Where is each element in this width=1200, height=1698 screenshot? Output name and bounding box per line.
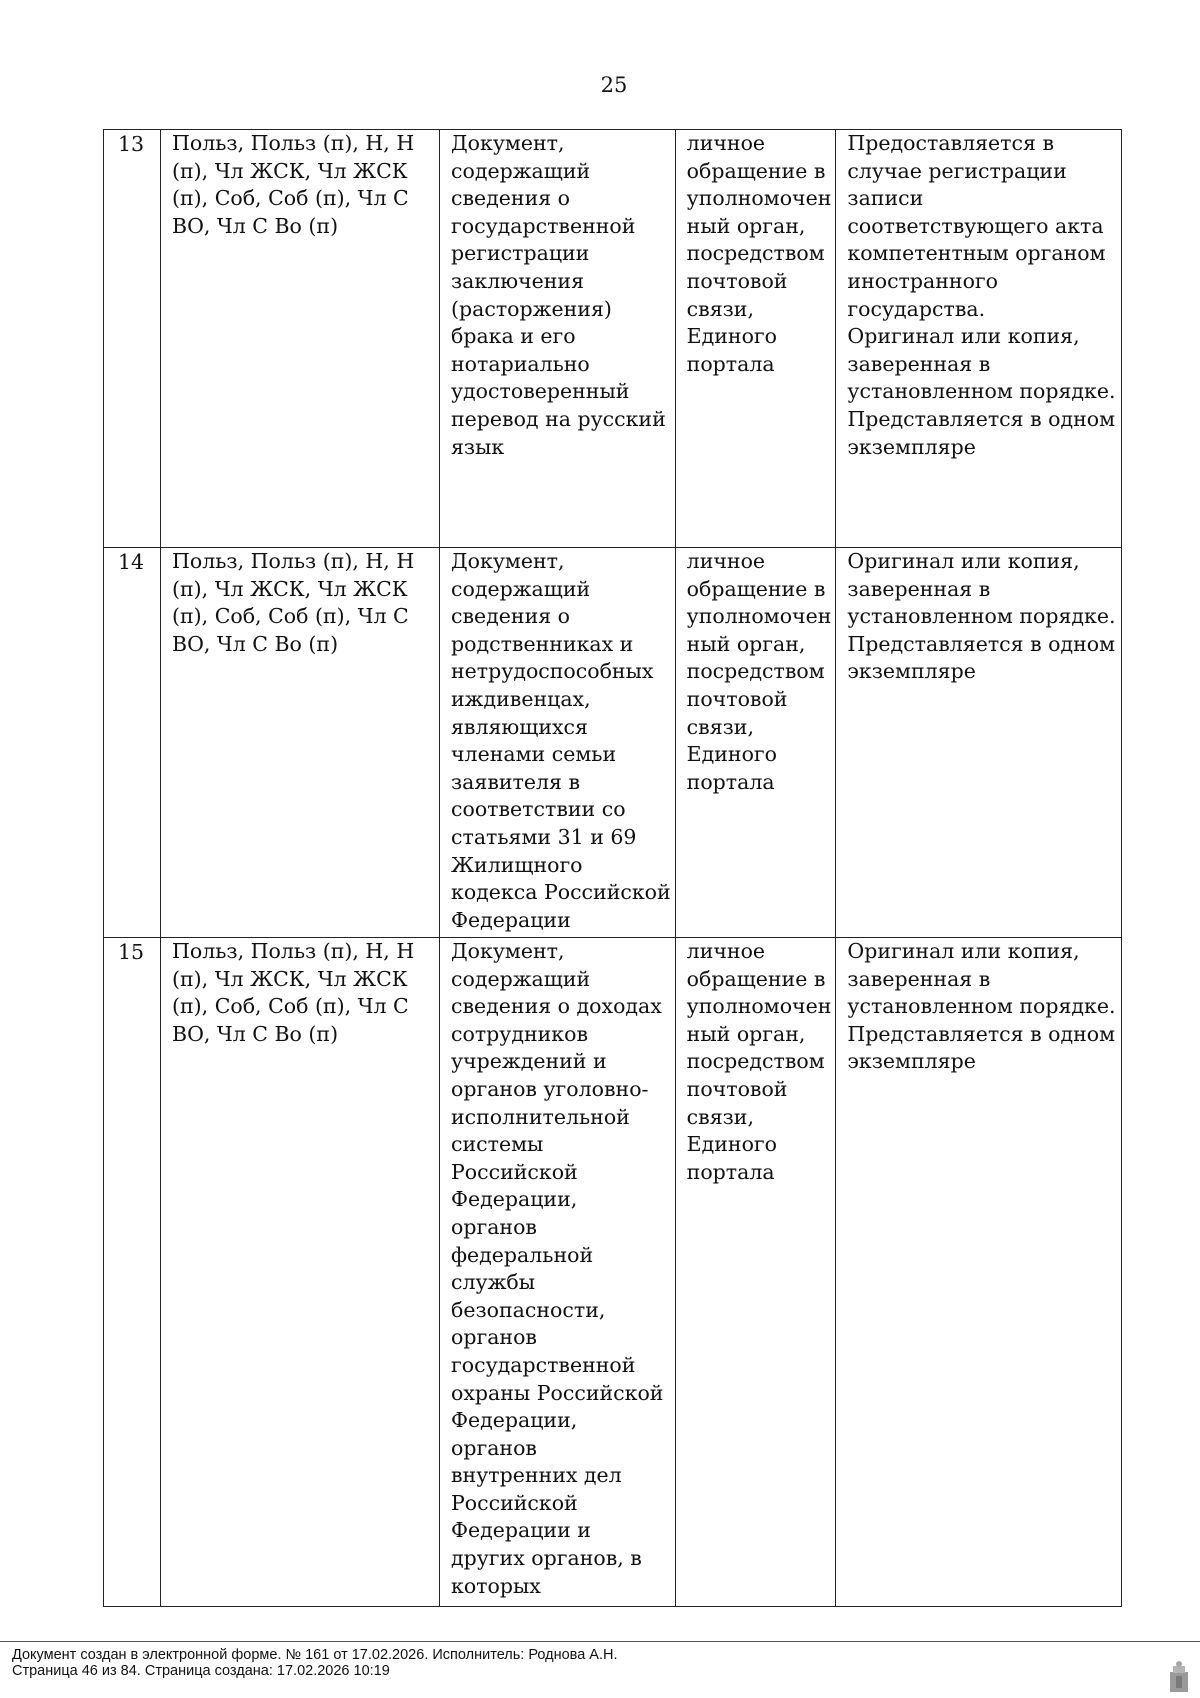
submission-method-line: обращение в — [686, 576, 826, 601]
document-description-line: удостоверенный — [451, 379, 630, 404]
document-description-line: кодекса Российской — [451, 880, 671, 905]
document-description-line: федеральной — [451, 1242, 594, 1267]
document-description-line: Федерации и — [451, 1518, 591, 1543]
table-row — [104, 548, 1122, 938]
document-description-line: сведения о — [451, 604, 571, 629]
document-description — [440, 938, 676, 1607]
document-description-line: нотариально — [451, 351, 590, 376]
document-description-line: содержащий — [451, 966, 591, 991]
document-description-line: исполнительной — [451, 1104, 630, 1129]
document-description-line: (расторжения) — [451, 296, 612, 321]
table-row — [104, 938, 1122, 1607]
submission-method-line: связи, — [686, 1104, 754, 1129]
document-description-line: содержащий — [451, 158, 591, 183]
document-description-line: органов — [451, 1325, 537, 1350]
document-description-line: которых — [451, 1573, 541, 1598]
submission-method-line: Единого — [686, 324, 778, 349]
table-row — [104, 130, 1122, 548]
document-description-line: государственной — [451, 1352, 636, 1377]
applicant-categories-line: Польз, Польз (п), Н, Н — [172, 549, 415, 573]
document-description-line: брака и его — [451, 324, 576, 349]
applicant-categories-line: Польз, Польз (п), Н, Н — [172, 939, 415, 963]
applicant-categories-line: ВО, Чл С Во (п) — [172, 631, 339, 656]
submission-method-line: портала — [686, 769, 775, 794]
document-description-line: Федерации — [451, 907, 571, 932]
document-description-line: сведения о — [451, 186, 571, 211]
submission-notes-line: экземпляре — [847, 434, 976, 459]
applicant-categories-line: (п), Чл ЖСК, Чл ЖСК — [172, 158, 408, 183]
submission-method-line: уполномочен — [686, 604, 832, 629]
submission-notes-line: государства. — [847, 296, 986, 321]
document-description-line: Российской — [451, 1490, 578, 1515]
applicant-categories-line: (п), Соб, Соб (п), Чл С — [172, 604, 409, 629]
submission-notes-line: Оригинал или копия, — [847, 549, 1080, 573]
document-description-line: Документ, — [451, 549, 565, 573]
submission-method-line: личное — [686, 549, 766, 573]
document-description-line: учреждений и — [451, 1049, 607, 1074]
document-description — [440, 548, 676, 938]
row-number: 14 — [104, 548, 161, 938]
document-description-line: безопасности, — [451, 1297, 606, 1322]
document-description-line: членами семьи — [451, 742, 617, 767]
submission-notes-line: установленном порядке. — [847, 604, 1116, 629]
applicant-categories-line: (п), Чл ЖСК, Чл ЖСК — [172, 576, 408, 601]
document-description-line: сотрудников — [451, 1021, 588, 1046]
submission-method-line: ный орган, — [686, 631, 806, 656]
submission-notes-line: Оригинал или копия, — [847, 939, 1080, 963]
submission-method-line: связи, — [686, 296, 754, 321]
document-description-line: заявителя в — [451, 769, 581, 794]
submission-method-line: почтовой — [686, 686, 788, 711]
document-description-line: перевод на русский — [451, 406, 666, 431]
submission-notes-line: экземпляре — [847, 1049, 976, 1074]
submission-notes-line: соответствующего акта — [847, 213, 1104, 238]
document-description-line: иждивенцах, — [451, 686, 591, 711]
submission-notes-line: компетентным органом — [847, 241, 1106, 266]
document-description-line: Документ, — [451, 939, 565, 963]
submission-notes-line: Предоставляется в — [847, 131, 1054, 155]
document-description-line: внутренних дел — [451, 1463, 622, 1488]
submission-method-line: обращение в — [686, 966, 826, 991]
submission-method-line: обращение в — [686, 158, 826, 183]
applicant-categories — [161, 938, 440, 1607]
document-description-line: регистрации — [451, 241, 590, 266]
row-number: 13 — [104, 130, 161, 548]
document-description-line: органов уголовно- — [451, 1076, 649, 1101]
submission-method-line: личное — [686, 939, 766, 963]
emblem-icon — [1168, 1660, 1190, 1694]
applicant-categories-line: ВО, Чл С Во (п) — [172, 213, 339, 238]
submission-notes-line: Представляется в одном — [847, 406, 1116, 431]
submission-method-line: портала — [686, 1159, 775, 1184]
document-description-line: Российской — [451, 1159, 578, 1184]
footer — [12, 1647, 618, 1679]
document-description-line: охраны Российской — [451, 1380, 664, 1405]
submission-notes-line: Представляется в одном — [847, 631, 1116, 656]
document-description-line: сведения о доходах — [451, 994, 662, 1019]
applicant-categories-line: ВО, Чл С Во (п) — [172, 1021, 339, 1046]
submission-notes-line: случае регистрации — [847, 158, 1067, 183]
submission-method-line: почтовой — [686, 1076, 788, 1101]
submission-notes-line: Оригинал или копия, — [847, 324, 1080, 349]
submission-notes — [836, 548, 1122, 938]
submission-notes-line: заверенная в — [847, 966, 991, 991]
submission-method-line: связи, — [686, 714, 754, 739]
applicant-categories — [161, 548, 440, 938]
page-number: 25 — [600, 73, 628, 97]
document-description-line: органов — [451, 1214, 537, 1239]
footer-line-1: Документ создан в электронной форме. № 161 от 17.02.2026. Исполнитель: Роднова А.Н. — [12, 1647, 618, 1663]
document-description-line: язык — [451, 434, 505, 459]
submission-method — [675, 938, 836, 1607]
document-description-line: системы — [451, 1132, 544, 1157]
submission-method-line: Единого — [686, 742, 778, 767]
document-description-line: содержащий — [451, 576, 591, 601]
document-description-line: являющихся — [451, 714, 588, 739]
row-number: 15 — [104, 938, 161, 1607]
submission-notes — [836, 130, 1122, 548]
document-description-line: государственной — [451, 213, 636, 238]
document-description-line: службы — [451, 1270, 536, 1295]
document-description — [440, 130, 676, 548]
submission-method-line: ный орган, — [686, 1021, 806, 1046]
submission-method-line: Единого — [686, 1132, 778, 1157]
document-description-line: нетрудоспособных — [451, 659, 654, 684]
submission-method — [675, 130, 836, 548]
applicant-categories-line: (п), Соб, Соб (п), Чл С — [172, 994, 409, 1019]
submission-notes-line: установленном порядке. — [847, 379, 1116, 404]
submission-method-line: личное — [686, 131, 766, 155]
submission-notes-line: записи — [847, 186, 924, 211]
submission-notes-line: заверенная в — [847, 576, 991, 601]
submission-notes-line: экземпляре — [847, 659, 976, 684]
submission-notes-line: Представляется в одном — [847, 1021, 1116, 1046]
submission-notes-line: заверенная в — [847, 351, 991, 376]
submission-notes — [836, 938, 1122, 1607]
applicant-categories-line: (п), Чл ЖСК, Чл ЖСК — [172, 966, 408, 991]
document-description-line: соответствии со — [451, 797, 626, 822]
applicant-categories-line: Польз, Польз (п), Н, Н — [172, 131, 415, 155]
submission-method-line: посредством — [686, 1049, 825, 1074]
submission-notes-line: иностранного — [847, 268, 998, 293]
document-description-line: других органов, в — [451, 1546, 642, 1571]
submission-method-line: уполномочен — [686, 994, 832, 1019]
document-description-line: Федерации, — [451, 1187, 578, 1212]
footer-divider — [0, 1641, 1200, 1642]
submission-method — [675, 548, 836, 938]
document-description-line: заключения — [451, 268, 585, 293]
submission-method-line: портала — [686, 351, 775, 376]
submission-notes-line: установленном порядке. — [847, 994, 1116, 1019]
applicant-categories-line: (п), Соб, Соб (п), Чл С — [172, 186, 409, 211]
document-description-line: Жилищного — [451, 852, 583, 877]
applicant-categories — [161, 130, 440, 548]
submission-method-line: уполномочен — [686, 186, 832, 211]
submission-method-line: ный орган, — [686, 213, 806, 238]
submission-method-line: посредством — [686, 659, 825, 684]
document-description-line: органов — [451, 1435, 537, 1460]
document-description-line: статьями 31 и 69 — [451, 824, 637, 849]
document-description-line: родственниках и — [451, 631, 634, 656]
document-description-line: Документ, — [451, 131, 565, 155]
document-description-line: Федерации, — [451, 1408, 578, 1433]
submission-method-line: почтовой — [686, 268, 788, 293]
footer-line-2: Страница 46 из 84. Страница создана: 17.02.2026 10:19 — [12, 1663, 390, 1679]
submission-method-line: посредством — [686, 241, 825, 266]
document-table — [103, 129, 1122, 1607]
